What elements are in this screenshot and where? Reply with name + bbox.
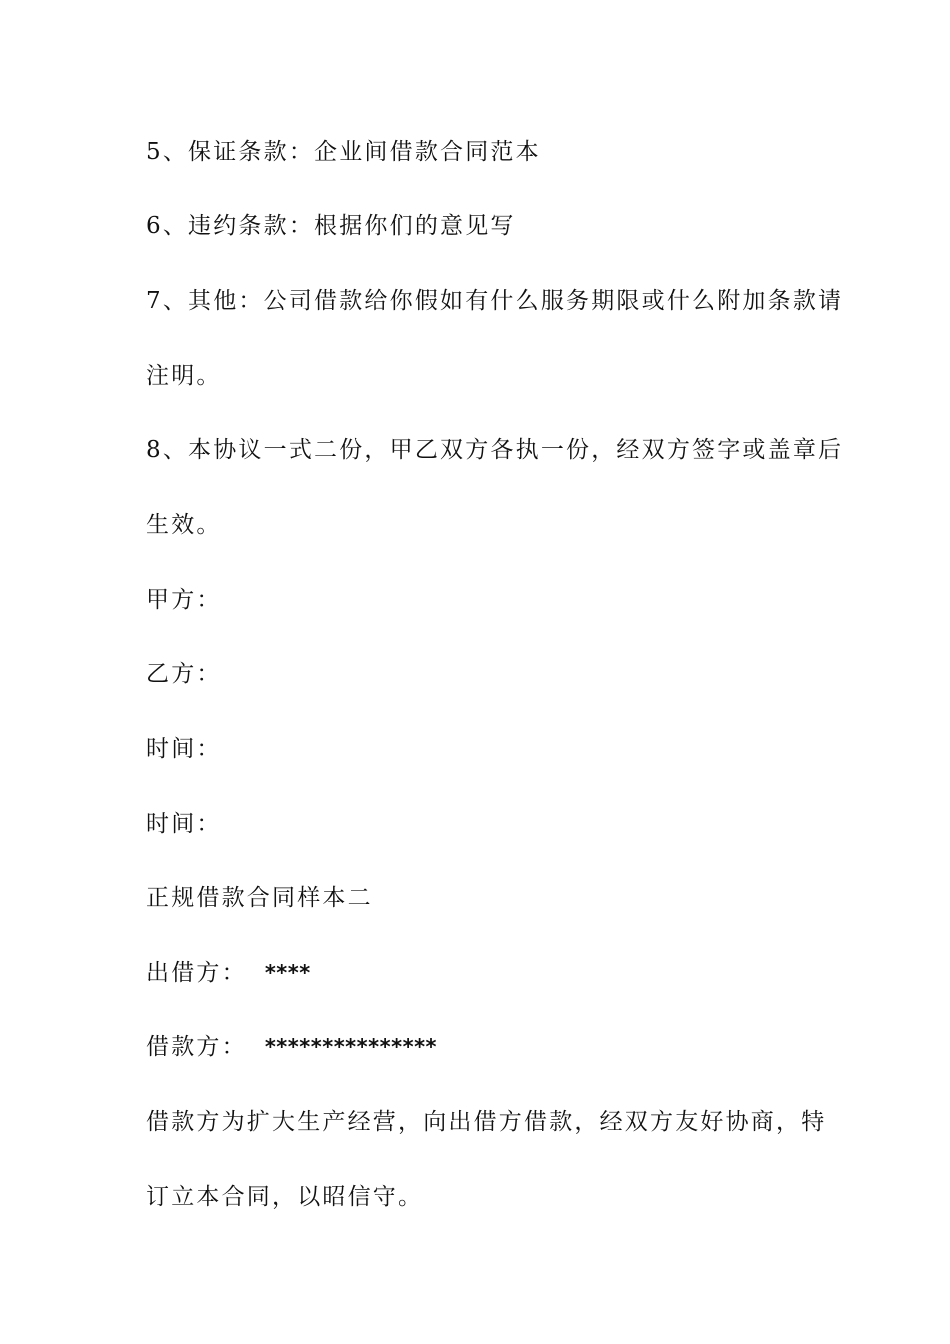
section-title-sample-two: 正规借款合同样本二 (146, 885, 373, 911)
clause-8-copies: 8、本协议一式二份，甲乙双方各执一份，经双方签字或盖章后 (146, 437, 844, 463)
clause-7-other: 7、其他：公司借款给你假如有什么服务期限或什么附加条款请 (146, 288, 844, 314)
preamble-line-2: 订立本合同，以昭信守。 (146, 1184, 424, 1210)
lender-label: 出借方： (146, 960, 247, 986)
date-label-2: 时间： (146, 811, 222, 837)
borrower-value: *************** (264, 1035, 438, 1059)
clause-6-breach: 6、违约条款：根据你们的意见写 (146, 213, 516, 239)
borrower-line (146, 1031, 816, 1063)
preamble-line-1: 借款方为扩大生产经营，向出借方借款，经双方友好协商，特 (146, 1109, 827, 1135)
lender-value: **** (264, 961, 311, 985)
party-b-label: 乙方： (146, 661, 222, 687)
borrower-label: 借款方： (146, 1034, 247, 1060)
clause-7-continued: 注明。 (146, 363, 222, 389)
party-a-label: 甲方： (146, 587, 222, 613)
clause-8-continued: 生效。 (146, 512, 222, 538)
clause-5-guarantee: 5、保证条款：企业间借款合同范本 (146, 139, 541, 165)
lender-line (146, 957, 816, 989)
date-label-1: 时间： (146, 736, 222, 762)
